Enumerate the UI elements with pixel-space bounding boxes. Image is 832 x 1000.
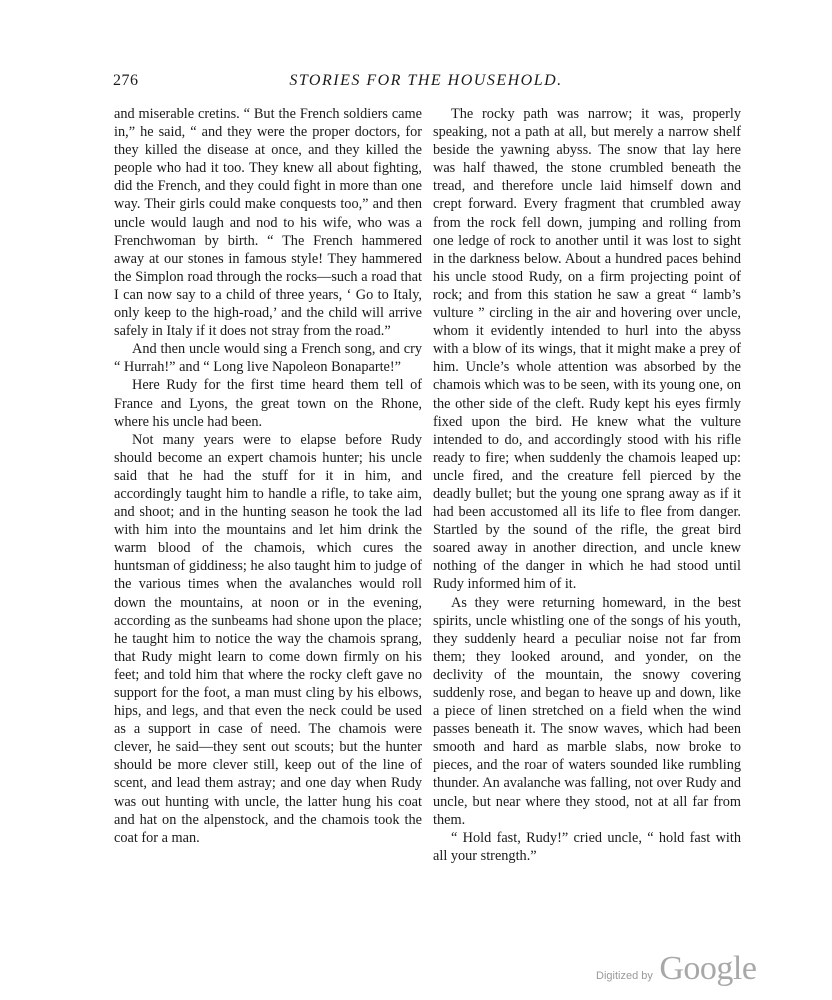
paragraph: Not many years were to elapse before Rudy should become an expert chamois hunter; his uncle said that he had the stuff for it in him, and accordingly taught him to handle a rifle, to take aim, and shoot; and in the hunting season he took the lad with him into the mountains and let him drink the warm blood of the chamois, which cures the huntsman of giddiness; he also taught him to judge of the various times when the avalanches would roll down the mountains, at noon or in the evening, according as the sunbeams had shone upon the place; he taught him to notice the way the chamois sprang, that Rudy might learn to come down firmly on his feet; and told him that where the rocky cleft gave no support for the foot, a man must cling by his elbows, hips, and legs, and that even the neck could be used as a support in case of need. The chamois were clever, he said—they sent out scouts; but the hunter should be more clever still, keep out of the line of scent, and lead them astray; and one day when Rudy was out hunting with uncle, the latter hung his coat and hat on the alpenstock, and the chamois took the coat for a man. [114,431,422,846]
google-logo: Google [659,950,757,987]
paragraph: As they were returning homeward, in the best spirits, uncle whistling one of the songs of his youth, they suddenly heard a peculiar noise not far from them; they looked around, and yonder, on the declivity of the mountain, the snowy covering suddenly rose, and began to heave up and down, like a piece of linen stretched on a field when the wind passes beneath it. The snow waves, which had been smooth and hard as marble slabs, now broke to pieces, and the roar of waters sounded like rumbling thunder. An avalanche was falling, not over Rudy and uncle, but near where they stood, not at all far from them. [433,594,741,828]
paragraph: The rocky path was narrow; it was, properly speaking, not a path at all, but merely a narrow shelf beside the yawning abyss. The snow that lay here was half thawed, the stone crumbled beneath the tread, and therefore uncle laid himself down and crept forward. Every fragment that crumbled away from the rock fell down, jumping and rolling from one ledge of rock to another until it was lost to sight in the darkness below. About a hundred paces behind his uncle stood Rudy, on a firm projecting point of rock; and from this station he saw a great “ lamb’s vulture ” circling in the air and hovering over uncle, whom it evidently intended to hurl into the abyss with a blow of its wings, that it might make a prey of him. Uncle’s whole attention was absorbed by the chamois which was to be seen, with its young one, on the other side of the cleft. Rudy kept his eyes firmly fixed upon the bird. He knew what the vulture intended to do, and accordingly stood with his rifle ready to fire; when suddenly the chamois leaped up: uncle fired, and the creature fell pierced by the deadly bullet; but the young one sprang away as if it had been accustomed all its life to flee from danger. Startled by the sound of the rifle, the great bird soared away in another direction, and uncle knew nothing of the danger in which he had stood until Rudy informed him of it. [433,106,741,593]
running-title: STORIES FOR THE HOUSEHOLD. [289,72,563,89]
watermark-prefix: Digitized by [596,970,653,982]
page-header [113,72,739,96]
digitized-watermark [596,950,756,988]
page-number: 276 [113,72,139,89]
paragraph: and miserable cretins. “ But the French soldiers came in,” he said, “ and they were the proper doctors, for they killed the disease at once, and they killed the people who had it too. They knew all about fighting, did the French, and they could fight in more than one way. Their girls could make conquests too,” and then uncle would laugh and nod to his wife, who was a Frenchwoman by birth. “ The French hammered away at our stones in famous style! They hammered the Simplon road through the rocks—such a road that I can now say to a child of three years, ‘ Go to Italy, only keep to the high-road,’ and the child will arrive safely in Italy if it does not stray from the road.” [114,106,422,340]
paragraph: And then uncle would sing a French song, and cry “ Hurrah!” and “ Long live Napoleon Bonaparte!” [114,341,422,376]
paragraph: “ Hold fast, Rudy!” cried uncle, “ hold fast with all your strength.” [433,829,741,864]
right-column [433,105,741,865]
paragraph: Here Rudy for the first time heard them tell of France and Lyons, the great town on the Rhone, where his uncle had been. [114,377,422,430]
left-column [114,105,422,847]
